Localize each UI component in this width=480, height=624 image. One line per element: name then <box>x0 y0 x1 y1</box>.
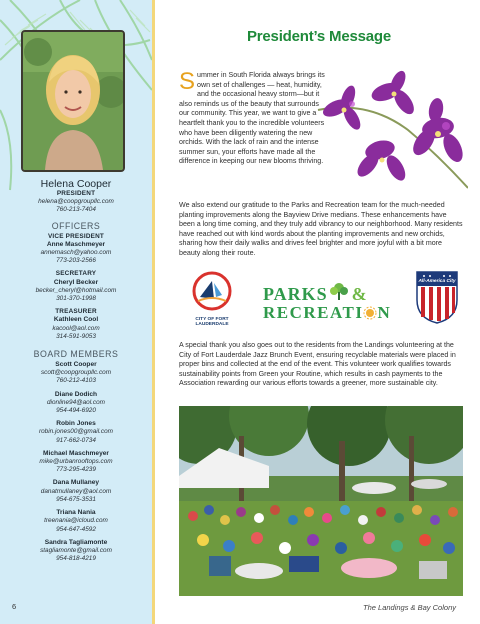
all-america-city-label: All-America City <box>418 279 456 284</box>
officer-entry <box>0 233 152 266</box>
board-member-name: Robin Jones <box>56 420 96 428</box>
officer-role: SECRETARY <box>55 270 97 278</box>
president-email[interactable]: helena@coopgroupllc.com <box>38 198 114 206</box>
all-america-city-logo <box>415 270 459 329</box>
page-title: President’s Message <box>246 28 392 45</box>
parks-recreation-logo <box>263 282 397 324</box>
board-member-entry <box>0 450 152 475</box>
sidebar <box>0 0 155 624</box>
board-member-email[interactable]: dionline94@aol.com <box>46 398 105 406</box>
board-member-phone: 954-647-4592 <box>56 525 96 533</box>
board-member-name: Diane Dodich <box>54 390 98 398</box>
board-member-name: Dana Mullaney <box>52 479 100 487</box>
parks-word: PARKS <box>263 284 328 304</box>
board-member-entry <box>0 420 152 445</box>
board-member-phone: 954-818-4219 <box>56 555 96 563</box>
officer-phone: 301-370-1998 <box>56 295 96 303</box>
board-member-phone: 773-295-4239 <box>56 466 96 474</box>
officer-email[interactable]: becker_cheryl@hotmail.com <box>35 286 117 294</box>
board-member-email[interactable]: robin.jones00@gmail.com <box>39 428 113 436</box>
board-member-email[interactable]: mike@urbanrooftops.com <box>39 458 113 466</box>
board-member-entry <box>0 361 152 386</box>
drop-cap: S <box>179 68 196 95</box>
jazz-brunch-photo <box>179 406 463 596</box>
officer-role: VICE PRESIDENT <box>47 232 105 240</box>
officer-name: Anne Maschmeyer <box>46 240 106 248</box>
tree-icon <box>328 282 350 300</box>
board-member-name: Sandra Tagliamonte <box>44 538 108 546</box>
board-member-entry <box>0 539 152 564</box>
president-photo <box>21 30 125 172</box>
board-member-email[interactable]: danatmullaney@aol.com <box>40 487 112 495</box>
page-number: 6 <box>12 602 17 611</box>
board-member-phone: 954-675-3531 <box>56 495 96 503</box>
paragraph-text: ummer in South Florida always brings its own set of challenges — heat, humidity, and the occasional heavy storm—but it also reminds us of the beauty that surrounds our community. This year, we want to give a heartfelt thank you to the incredible volunteers who have been diligently watering the new orchids. With the lack of rain and the intense summer sun, your efforts have made all the difference in keeping our new blooms thriving. <box>179 71 325 166</box>
partner-logos <box>179 268 463 328</box>
officer-name: Cheryl Becker <box>53 278 99 286</box>
officer-email[interactable]: annemasch@yahoo.com <box>40 249 112 257</box>
board-member-name: Triana Nania <box>56 509 96 517</box>
officer-name: Kathleen Cool <box>53 316 99 324</box>
board-member-name: Michael Maschmeyer <box>43 449 109 457</box>
ampersand: & <box>351 284 368 304</box>
sun-icon <box>363 306 377 320</box>
article-paragraph-2: We also extend our gratitude to the Parks and Recreation team for the much-needed planting improvements along the Bayview Drive medians. These enhancements have been a long time coming, and they truly add vibrancy to our neighborhood. Many residents have reached out with kind words about the planting improvements and new orchids, sharing how their daily walks and drives feel brighter and more joyful with a bit more beauty along their route. <box>179 201 463 257</box>
president-name: Helena Cooper <box>40 178 112 190</box>
recreation-word-end: N <box>377 303 392 322</box>
board-member-email[interactable]: stagliamonte@gmail.com <box>40 546 112 554</box>
officer-phone: 773-203-2566 <box>56 257 96 265</box>
officer-entry <box>0 270 152 303</box>
board-member-phone: 954-494-6920 <box>56 407 96 415</box>
fort-lauderdale-logo <box>181 271 243 327</box>
fort-lauderdale-caption: CITY OF FORT LAUDERDALE <box>195 317 229 327</box>
president-phone: 760-213-7404 <box>56 206 96 214</box>
board-member-name: Scott Cooper <box>55 361 97 369</box>
board-member-phone: 760-212-4103 <box>56 377 96 385</box>
board-member-email[interactable]: treenania@icloud.com <box>44 517 108 525</box>
orchid-illustration <box>308 70 468 195</box>
officer-role: TREASURER <box>55 308 97 316</box>
board-member-email[interactable]: scott@coopgroupllc.com <box>40 369 112 377</box>
officer-email[interactable]: kacool@aol.com <box>52 324 100 332</box>
article-paragraph-3: A special thank you also goes out to the residents from the Landings volunteering at the City of Fort Lauderdale Jazz Brunch Event, ensuring recyclable materials were placed in proper bins and collected at the end of the event. This volunteer work qualifies towards sustainability points from Green your Routine, which results in cash payments to the Association rewarding our various efforts towards a greener, more sustainable city. <box>179 341 456 388</box>
article-paragraph-1 <box>179 68 329 167</box>
president-role: PRESIDENT <box>56 190 96 197</box>
board-member-entry <box>0 509 152 534</box>
recreation-word: RECREATI <box>263 303 364 322</box>
publication-footer: The Landings & Bay Colony <box>363 603 456 612</box>
officer-entry <box>0 308 152 341</box>
main-content <box>170 0 468 624</box>
board-member-entry <box>0 479 152 504</box>
board-member-entry <box>0 391 152 416</box>
officer-phone: 314-591-9053 <box>56 332 96 340</box>
board-heading: BOARD MEMBERS <box>33 349 119 360</box>
officers-heading: OFFICERS <box>51 220 101 231</box>
board-directory <box>0 178 152 563</box>
board-member-phone: 917-662-0734 <box>56 436 96 444</box>
